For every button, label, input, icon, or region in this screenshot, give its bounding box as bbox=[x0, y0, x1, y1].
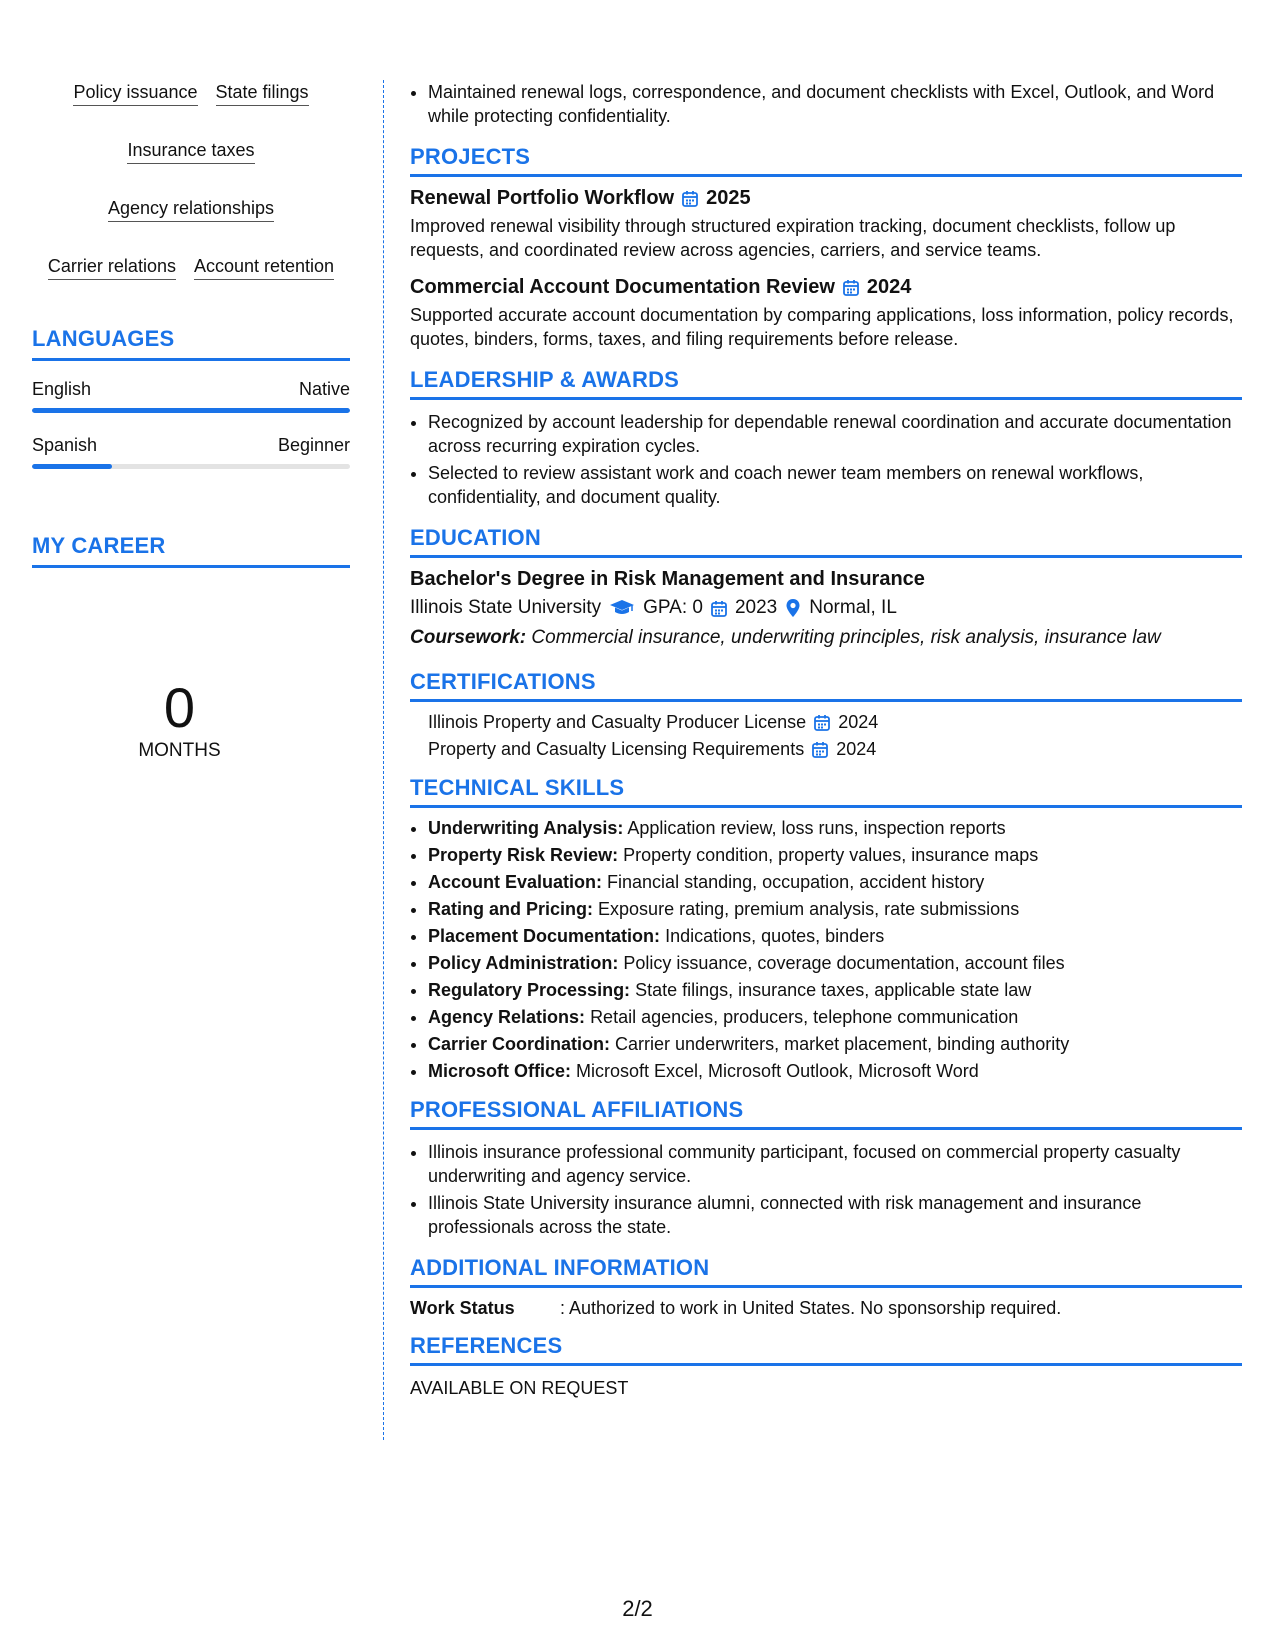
list-item bbox=[428, 897, 1242, 921]
project-item bbox=[410, 276, 1242, 351]
skill-label: Property Risk Review: bbox=[428, 845, 619, 865]
language-name: Spanish bbox=[32, 435, 98, 455]
languages-heading: LANGUAGES bbox=[32, 326, 350, 361]
additional-info-heading: ADDITIONAL INFORMATION bbox=[410, 1255, 1242, 1288]
project-name: Commercial Account Documentation Review bbox=[410, 276, 835, 298]
language-bar bbox=[32, 408, 350, 413]
list-item: • Illinois State University insurance alumni, connected with risk management and insurance professionals across the state. bbox=[428, 1191, 1242, 1239]
references-text: AVAILABLE ON REQUEST bbox=[410, 1378, 629, 1398]
calendar-icon bbox=[843, 279, 859, 296]
project-item bbox=[410, 187, 1242, 262]
sidebar bbox=[32, 80, 350, 762]
skill-text: Exposure rating, premium analysis, rate submissions bbox=[598, 899, 1020, 919]
list-item bbox=[428, 710, 1242, 734]
career-heading: MY CAREER bbox=[32, 533, 350, 568]
page-number: 2/2 bbox=[622, 1596, 653, 1621]
technical-skills-heading: TECHNICAL SKILLS bbox=[410, 775, 1242, 808]
skill-text: Application review, loss runs, inspection reports bbox=[627, 818, 1006, 838]
skill-chip: Policy issuance bbox=[73, 80, 197, 106]
list-item bbox=[428, 870, 1242, 894]
skill-chip: Insurance taxes bbox=[127, 138, 254, 164]
skill-text: Financial standing, occupation, accident history bbox=[607, 872, 985, 892]
leadership-list bbox=[410, 410, 1242, 509]
work-status-value: : Authorized to work in United States. No sponsorship required. bbox=[560, 1298, 1062, 1318]
career-unit: MONTHS bbox=[138, 740, 221, 761]
skill-label: Carrier Coordination: bbox=[428, 1034, 611, 1054]
list-item bbox=[428, 978, 1242, 1002]
skill-label: Regulatory Processing: bbox=[428, 980, 631, 1000]
language-bar-fill bbox=[32, 408, 350, 413]
work-status-row bbox=[410, 1298, 1242, 1319]
skill-label: Account Evaluation: bbox=[428, 872, 603, 892]
language-bar bbox=[32, 464, 350, 469]
coursework-label: Coursework: bbox=[410, 627, 527, 648]
certifications-heading: CERTIFICATIONS bbox=[410, 669, 1242, 702]
graduation-cap-icon bbox=[609, 599, 635, 617]
skill-chip: Agency relationships bbox=[108, 196, 274, 222]
calendar-icon bbox=[814, 714, 830, 731]
project-description: Supported accurate account documentation by comparing applications, loss information, policy records, quotes, binders, forms, taxes, and filing requirements before release. bbox=[410, 305, 1234, 349]
career-value: 0 bbox=[163, 676, 196, 739]
certification-name: Illinois Property and Casualty Producer License bbox=[428, 712, 807, 732]
language-name: English bbox=[32, 379, 92, 399]
project-year: 2024 bbox=[866, 276, 912, 298]
language-item bbox=[32, 379, 350, 413]
skill-label: Microsoft Office: bbox=[428, 1061, 572, 1081]
list-item bbox=[428, 843, 1242, 867]
skill-label: Rating and Pricing: bbox=[428, 899, 594, 919]
language-bar-fill bbox=[32, 464, 112, 469]
location-pin-icon bbox=[785, 598, 801, 618]
language-level: Beginner bbox=[277, 435, 350, 455]
leadership-heading: LEADERSHIP & AWARDS bbox=[410, 367, 1242, 400]
work-status-label: Work Status bbox=[410, 1298, 515, 1318]
certification-year: 2024 bbox=[836, 739, 877, 759]
skill-text: State filings, insurance taxes, applicable state law bbox=[635, 980, 1032, 1000]
list-item bbox=[428, 1032, 1242, 1056]
list-item: • Maintained renewal logs, correspondence, and document checklists with Excel, Outlook, and Word while protecting confidentiality. bbox=[428, 80, 1242, 128]
list-item: • Recognized by account leadership for dependable renewal coordination and accurate documentation across recurring expiration cycles. bbox=[428, 410, 1242, 458]
skill-label: Policy Administration: bbox=[428, 953, 619, 973]
education-location: Normal, IL bbox=[809, 597, 897, 618]
projects-heading: PROJECTS bbox=[410, 144, 1242, 177]
coursework bbox=[410, 627, 1242, 649]
list-item bbox=[428, 1059, 1242, 1083]
skill-text: Retail agencies, producers, telephone communication bbox=[590, 1007, 1019, 1027]
skill-label: Underwriting Analysis: bbox=[428, 818, 624, 838]
certification-name: Property and Casualty Licensing Requirements bbox=[428, 739, 805, 759]
skill-chip: Account retention bbox=[194, 254, 334, 280]
calendar-icon bbox=[682, 190, 698, 207]
list-item: • Selected to review assistant work and coach newer team members on renewal workflows, confidentiality, and document quality. bbox=[428, 461, 1242, 509]
school-name: Illinois State University bbox=[410, 597, 602, 618]
skill-label: Placement Documentation: bbox=[428, 926, 661, 946]
skill-chip: Carrier relations bbox=[48, 254, 176, 280]
calendar-icon bbox=[711, 600, 727, 617]
skill-text: Microsoft Excel, Microsoft Outlook, Microsoft Word bbox=[576, 1061, 979, 1081]
list-item bbox=[428, 1005, 1242, 1029]
column-divider bbox=[383, 80, 384, 1440]
skill-chip: State filings bbox=[216, 80, 309, 106]
skill-text: Property condition, property values, insurance maps bbox=[623, 845, 1039, 865]
language-level: Native bbox=[298, 379, 350, 399]
certifications-list bbox=[410, 710, 1242, 761]
affiliations-list bbox=[410, 1140, 1242, 1239]
affiliations-heading: PROFESSIONAL AFFILIATIONS bbox=[410, 1097, 1242, 1130]
list-item bbox=[428, 951, 1242, 975]
coursework-text: Commercial insurance, underwriting principles, risk analysis, insurance law bbox=[531, 627, 1161, 648]
skill-chips bbox=[32, 80, 350, 280]
skill-text: Policy issuance, coverage documentation, account files bbox=[623, 953, 1065, 973]
certification-year: 2024 bbox=[838, 712, 879, 732]
calendar-icon bbox=[812, 741, 828, 758]
project-name: Renewal Portfolio Workflow bbox=[410, 187, 675, 209]
project-year: 2025 bbox=[706, 187, 751, 209]
project-description: Improved renewal visibility through structured expiration tracking, document checklists, follow up requests, and coordinated review across agencies, carriers, and service teams. bbox=[410, 216, 1176, 260]
experience-bullets bbox=[410, 80, 1242, 128]
skill-text: Carrier underwriters, market placement, binding authority bbox=[615, 1034, 1070, 1054]
main-content bbox=[410, 80, 1242, 1399]
references-heading: REFERENCES bbox=[410, 1333, 1242, 1366]
education-details bbox=[410, 597, 1242, 619]
gpa: GPA: 0 bbox=[643, 597, 703, 618]
language-item bbox=[32, 435, 350, 469]
education-heading: EDUCATION bbox=[410, 525, 1242, 558]
graduation-year: 2023 bbox=[734, 597, 778, 618]
degree-title: Bachelor's Degree in Risk Management and Insurance bbox=[410, 568, 925, 590]
list-item bbox=[428, 816, 1242, 840]
technical-skills-list bbox=[410, 816, 1242, 1083]
list-item bbox=[428, 924, 1242, 948]
list-item bbox=[428, 737, 1242, 761]
skill-label: Agency Relations: bbox=[428, 1007, 586, 1027]
list-item: • Illinois insurance professional community participant, focused on commercial property casualty underwriting and agency service. bbox=[428, 1140, 1242, 1188]
skill-text: Indications, quotes, binders bbox=[665, 926, 885, 946]
